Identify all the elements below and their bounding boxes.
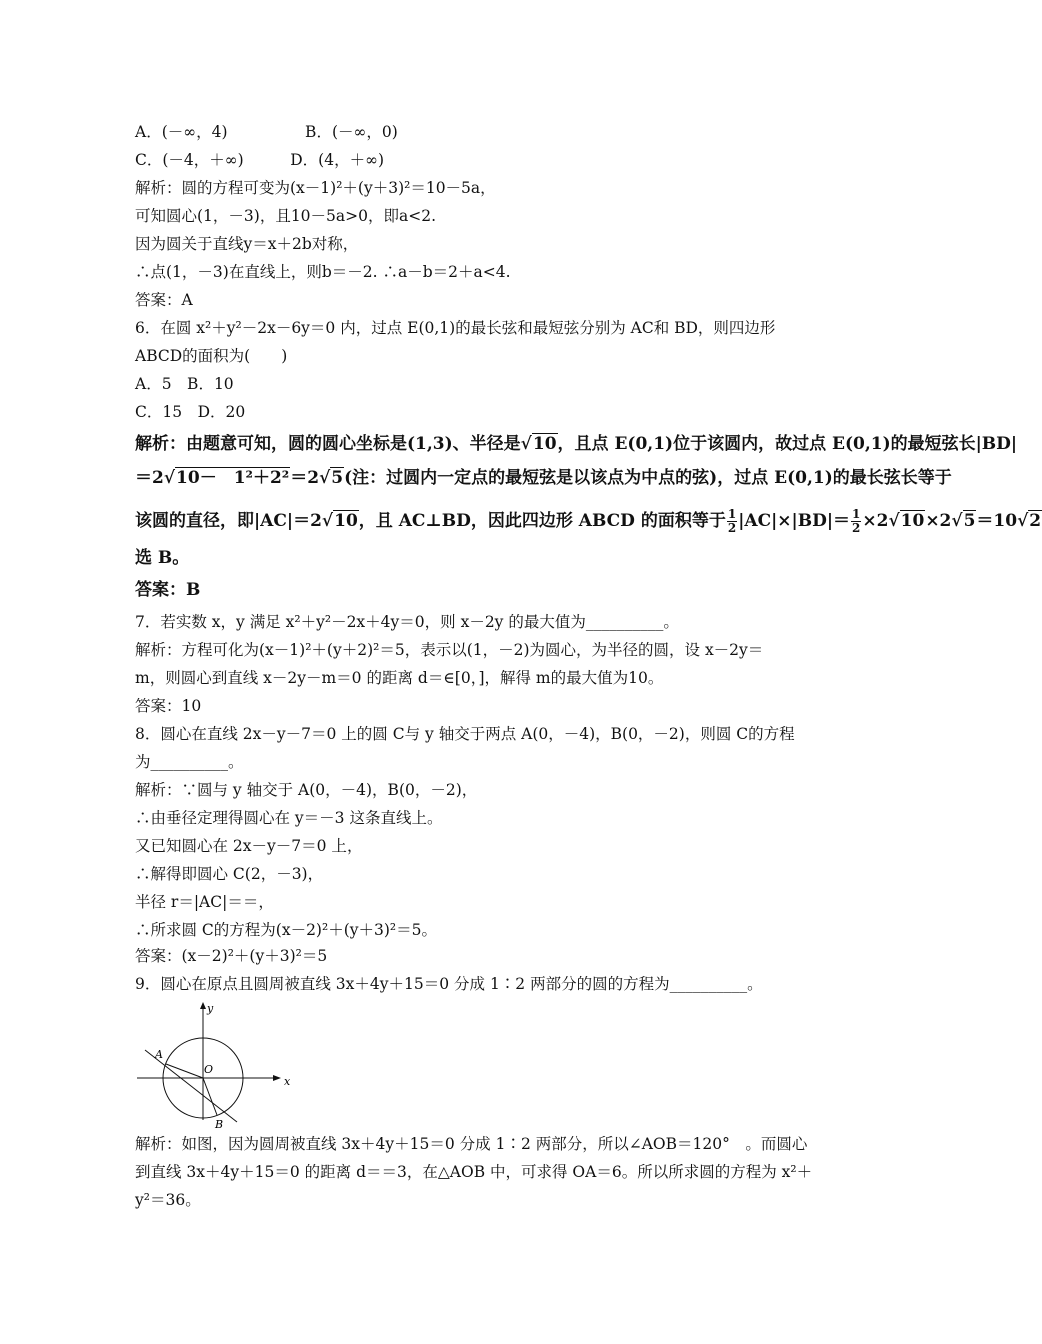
q6-sol-3d: ×2 — [862, 511, 889, 531]
q6-sqrt5: 5 — [331, 468, 344, 488]
q6-sol-2b: ＝2 — [290, 468, 320, 488]
q5-solution-line1: 解析：圆的方程可变为(x－1)²＋(y＋3)²＝10－5a， — [135, 179, 496, 197]
y-axis-label: y — [207, 1002, 214, 1015]
q6-stem-line2: ABCD的面积为( ) — [135, 347, 288, 365]
q8-stem-line1: 8．圆心在直线 2x－y－7＝0 上的圆 C与 y 轴交于两点 A(0，－4)，B(0，－2)，则圆 C的方程 — [135, 725, 795, 743]
q6-sqrt10-c: 10 — [900, 511, 925, 531]
q8-solution-line5: 半径 r＝|AC|＝＝， — [135, 893, 274, 911]
q6-sol-3a: 该圆的直径，即|AC|＝2 — [135, 511, 322, 531]
q6-sol-1a: 解析：由题意可知，圆的圆心坐标是(1,3)、半径是 — [135, 434, 521, 454]
q9-solution-line3: y²＝36。 — [135, 1191, 201, 1209]
sqrt-icon: √ — [520, 434, 532, 454]
point-b-label: B — [215, 1118, 224, 1131]
q6-sqrt2: 2 — [1029, 511, 1042, 531]
q6-solution-line1 — [135, 434, 1017, 454]
q6-sqrt10-b: 10 — [334, 511, 358, 531]
q8-solution-line1: 解析：∵圆与 y 轴交于 A(0，－4)，B(0，－2)， — [135, 781, 478, 799]
x-axis-label: x — [284, 1075, 291, 1088]
q6-stem-line1: 6．在圆 x²＋y²－2x－6y＝0 内，过点 E(0,1)的最长弦和最短弦分别为 AC和 BD，则四边形 — [135, 319, 776, 337]
fraction-denominator: 2 — [852, 521, 861, 535]
x-axis-arrow-icon — [273, 1075, 281, 1081]
sqrt-icon: √ — [1017, 511, 1029, 531]
q6-solution-line4: 选 B。 — [135, 548, 190, 568]
q7-answer: 答案：10 — [135, 697, 202, 715]
q6-sol-2c: (注：过圆内一定点的最短弦是以该点为中点的弦)，过点 E(0,1)的最长弦长等于 — [344, 468, 952, 488]
q6-answer: 答案：B — [135, 580, 201, 600]
q7-stem: 7．若实数 x，y 满足 x²＋y²－2x＋4y＝0，则 x－2y 的最大值为__________。 — [135, 613, 679, 631]
point-a-label: A — [155, 1048, 163, 1061]
y-axis-arrow-icon — [200, 1002, 206, 1009]
sqrt-icon: √ — [888, 511, 900, 531]
fraction-numerator: 1 — [727, 507, 737, 521]
q8-solution-line3: 又已知圆心在 2x－y－7＝0 上， — [135, 837, 363, 855]
q5-answer: 答案：A — [135, 291, 193, 309]
q8-stem-line2: 为__________。 — [135, 753, 244, 771]
q9-solution-line2: 到直线 3x＋4y＋15＝0 的距离 d＝＝3，在△AOB 中，可求得 OA＝6。所以所求圆的方程为 x²＋ — [135, 1163, 813, 1181]
q9-circle-figure — [135, 998, 305, 1130]
q6-sqrt10: 10 — [532, 434, 557, 454]
q7-solution-line1: 解析：方程可化为(x－1)²＋(y＋2)²＝5，表示以(1，－2)为圆心，为半径的圆，设 x－2y＝ — [135, 641, 764, 659]
origin-label: O — [204, 1063, 214, 1076]
q6-fraction-half-b — [851, 508, 861, 535]
q5-solution-line4: ∴点(1，－3)在直线上，则b＝－2. ∴a－b＝2＋a<4. — [135, 263, 511, 281]
fraction-numerator: 1 — [852, 507, 861, 521]
q6-sqrt-expression: 10－ 1²＋2² — [176, 468, 290, 488]
q6-sol-2a: ＝2 — [135, 468, 164, 488]
q7-solution-line2: m，则圆心到直线 x－2y－m＝0 的距离 d＝∈[0，]，解得 m的最大值为10。 — [135, 669, 664, 687]
q6-solution-line2 — [135, 468, 952, 488]
q6-sol-1b: ，且点 E(0,1)位于该圆内，故过点 E(0,1)的最短弦长|BD| — [557, 434, 1018, 454]
q6-sol-3b: ，且 AC⊥BD，因此四边形 ABCD 的面积等于 — [358, 511, 726, 531]
q8-solution-line4: ∴解得即圆心 C(2，－3)， — [135, 865, 324, 883]
q8-solution-line6: ∴所求圆 C的方程为(x－2)²＋(y＋3)²＝5。 — [135, 921, 437, 939]
q6-sol-3c: |AC|×|BD|＝ — [738, 511, 851, 531]
q5-solution-line3: 因为圆关于直线y＝x＋2b对称， — [135, 235, 359, 253]
q6-sol-3e: ×2 — [925, 511, 952, 531]
q8-solution-line2: ∴由垂径定理得圆心在 y＝－3 这条直线上。 — [135, 809, 443, 827]
q9-solution-line1: 解析：如图，因为圆周被直线 3x＋4y＋15＝0 分成 1∶2 两部分，所以∠AOB＝120° 。而圆心 — [135, 1135, 808, 1153]
q6-options-row2: C．15 D．20 — [135, 403, 246, 421]
q6-fraction-half — [727, 508, 737, 535]
q6-solution-line3 — [135, 508, 1042, 535]
sqrt-icon: √ — [163, 468, 176, 488]
sqrt-icon: √ — [951, 511, 963, 531]
fraction-denominator: 2 — [727, 521, 737, 535]
q6-sol-3f: ＝10 — [976, 511, 1018, 531]
sqrt-icon: √ — [319, 468, 331, 488]
q6-options-row1: A．5 B．10 — [135, 375, 234, 393]
q8-answer: 答案：(x－2)²＋(y＋3)²＝5 — [135, 947, 328, 965]
q5-solution-line2: 可知圆心(1，－3)，且10－5a>0，即a<2. — [135, 207, 437, 225]
q9-stem: 9．圆心在原点且圆周被直线 3x＋4y＋15＝0 分成 1∶2 两部分的圆的方程为__________。 — [135, 975, 763, 993]
sqrt-icon: √ — [321, 511, 334, 531]
q6-sqrt5-b: 5 — [963, 511, 976, 531]
q5-options-row2: C．(－4，＋∞) D．(4，＋∞) — [135, 151, 385, 169]
q5-options-row1: A．(－∞，4) B．(－∞，0) — [135, 123, 398, 141]
